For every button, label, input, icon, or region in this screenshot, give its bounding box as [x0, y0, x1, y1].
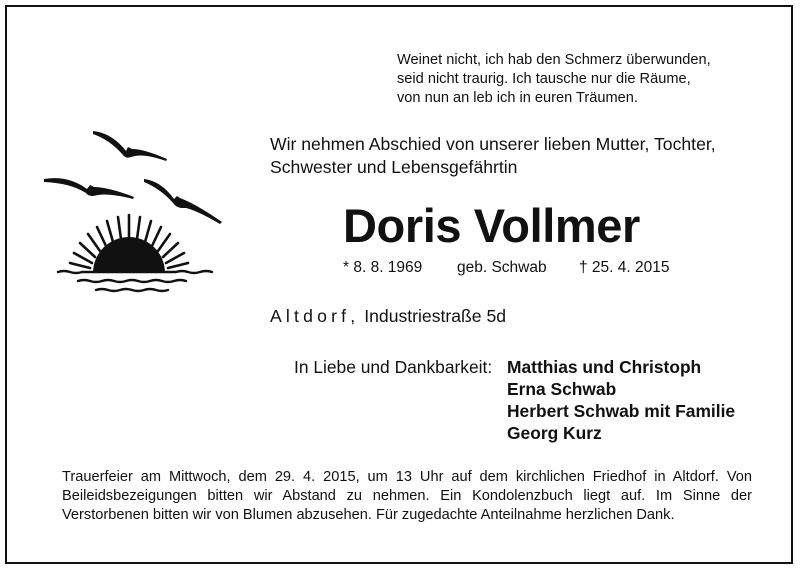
address-town: Altdorf, [270, 306, 360, 326]
mourners-label: In Liebe und Dankbarkeit: [294, 357, 493, 377]
mourner-name: Erna Schwab [507, 379, 617, 399]
poem-line: von nun an leb ich in euren Träumen. [397, 90, 638, 106]
seagull-icon [44, 178, 134, 199]
mourner-name: Matthias und Christoph [507, 357, 702, 377]
maiden-name: geb. Schwab [457, 259, 547, 276]
seagull-icon [144, 179, 222, 224]
poem-line: Weinet nicht, ich hab den Schmerz überwunden, [397, 52, 711, 68]
mourners-list [507, 356, 735, 444]
farewell-line: Schwester und Lebensgefährtin [270, 157, 518, 177]
seagulls-sunset-icon [38, 125, 228, 310]
address-street: Industriestraße 5d [364, 306, 507, 326]
death-date: † 25. 4. 2015 [579, 259, 670, 276]
farewell-line: Wir nehmen Abschied von unserer lieben Mutter, Tochter, [270, 134, 716, 154]
birth-date: * 8. 8. 1969 [343, 259, 423, 276]
mourner-name: Herbert Schwab mit Familie [507, 401, 736, 421]
mourner-name: Georg Kurz [507, 423, 602, 443]
farewell-text [270, 133, 770, 179]
address [270, 305, 506, 327]
poem [397, 51, 711, 108]
deceased-name: Doris Vollmer [343, 199, 640, 252]
funeral-notice: Trauerfeier am Mittwoch, dem 29. 4. 2015, um 13 Uhr auf dem kirchlichen Friedhof in Altdorf. Von Beileidsbezeigungen bitten wir Abstand zu nehmen. Ein Kondolenzbuch liegt auf. Im Sinne der Verstorbenen bitten wir von Blumen abzusehen. Für zugedachte Anteilnahme herzlichen Dank. [62, 469, 752, 523]
poem-line: seid nicht traurig. Ich tausche nur die Räume, [397, 71, 691, 87]
seagull-icon [93, 131, 167, 161]
